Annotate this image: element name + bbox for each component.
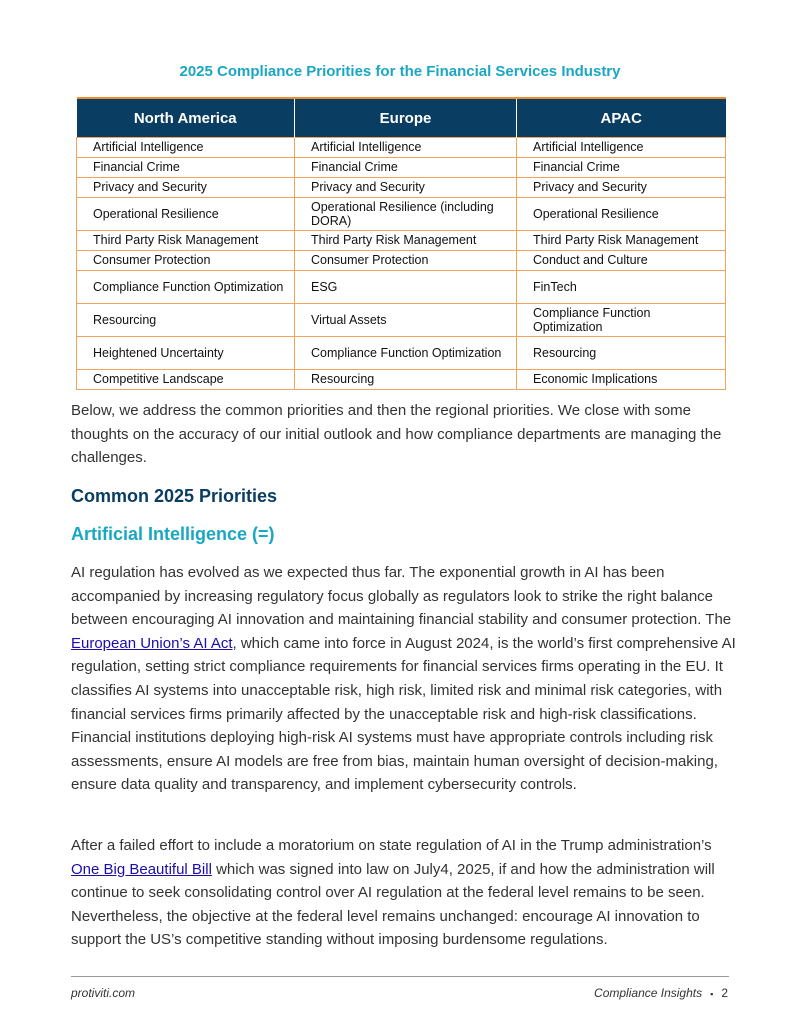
table-row bbox=[77, 251, 726, 271]
table-cell: Financial Crime bbox=[517, 158, 726, 178]
table-cell: Economic Implications bbox=[517, 370, 726, 390]
table-row bbox=[77, 304, 726, 337]
column-header-europe: Europe bbox=[295, 98, 517, 138]
footer-site: protiviti.com bbox=[71, 986, 136, 1000]
table-cell: Artificial Intelligence bbox=[77, 138, 295, 158]
table-cell: Privacy and Security bbox=[77, 178, 295, 198]
table-cell: Artificial Intelligence bbox=[517, 138, 726, 158]
table-row bbox=[77, 231, 726, 251]
footer-publication: Compliance Insights bbox=[594, 986, 703, 1000]
table-cell: Compliance Function Optimization bbox=[517, 304, 726, 337]
table-cell: Operational Resilience (including DORA) bbox=[295, 198, 517, 231]
table-cell: Conduct and Culture bbox=[517, 251, 726, 271]
table-cell: Compliance Function Optimization bbox=[295, 337, 517, 370]
footer-divider bbox=[71, 976, 729, 977]
table-cell: Third Party Risk Management bbox=[77, 231, 295, 251]
ai-regulation-paragraph bbox=[71, 561, 743, 797]
table-row bbox=[77, 138, 726, 158]
table-cell: Compliance Function Optimization bbox=[77, 271, 295, 304]
table-cell: Operational Resilience bbox=[77, 198, 295, 231]
subsection-heading: Artificial Intelligence (=) bbox=[71, 524, 275, 544]
footer-separator-icon: ▪ bbox=[710, 989, 714, 999]
table-cell: Consumer Protection bbox=[295, 251, 517, 271]
section-heading: Common 2025 Priorities bbox=[71, 486, 278, 506]
table-row bbox=[77, 178, 726, 198]
table-cell: Competitive Landscape bbox=[77, 370, 295, 390]
priorities-table bbox=[76, 97, 726, 390]
table-cell: Virtual Assets bbox=[295, 304, 517, 337]
table-cell: Financial Crime bbox=[295, 158, 517, 178]
table-row bbox=[77, 198, 726, 231]
table-row bbox=[77, 370, 726, 390]
one-big-beautiful-bill-link[interactable]: One Big Beautiful Bill bbox=[71, 860, 212, 878]
table-cell: Resourcing bbox=[295, 370, 517, 390]
table-cell: Privacy and Security bbox=[517, 178, 726, 198]
column-header-apac: APAC bbox=[517, 98, 726, 138]
table-cell: Privacy and Security bbox=[295, 178, 517, 198]
table-header-row bbox=[77, 98, 726, 138]
table-cell: FinTech bbox=[517, 271, 726, 304]
paragraph-text: AI regulation has evolved as we expected thus far. The exponential growth in AI has been accompanied by increasing regulatory focus globally as regulators look to strike the right balance between encouraging AI innovation and maintaining financial stability and consumer protection. The bbox=[71, 564, 732, 629]
table-cell: Third Party Risk Management bbox=[517, 231, 726, 251]
federal-ai-paragraph bbox=[71, 834, 743, 952]
table-cell: Artificial Intelligence bbox=[295, 138, 517, 158]
table-row bbox=[77, 337, 726, 370]
eu-ai-act-link[interactable]: European Union’s AI Act bbox=[71, 634, 233, 652]
paragraph-text: After a failed effort to include a moratorium on state regulation of AI in the Trump administration’s bbox=[71, 837, 712, 854]
table-cell: Third Party Risk Management bbox=[295, 231, 517, 251]
table-title: 2025 Compliance Priorities for the Financial Services Industry bbox=[179, 63, 621, 80]
table-cell: Resourcing bbox=[517, 337, 726, 370]
table-row bbox=[77, 158, 726, 178]
table-cell: Operational Resilience bbox=[517, 198, 726, 231]
table-cell: ESG bbox=[295, 271, 517, 304]
column-header-north-america: North America bbox=[77, 98, 295, 138]
table-cell: Heightened Uncertainty bbox=[77, 337, 295, 370]
table-cell: Resourcing bbox=[77, 304, 295, 337]
table-cell: Financial Crime bbox=[77, 158, 295, 178]
table-cell: Consumer Protection bbox=[77, 251, 295, 271]
intro-paragraph: Below, we address the common priorities and then the regional priorities. We close with some thoughts on the accuracy of our initial outlook and how compliance departments are managing the challenges. bbox=[71, 402, 722, 467]
page-number: 2 bbox=[721, 986, 728, 1000]
paragraph-text: , which came into force in August 2024, is the world’s first comprehensive AI regulation, setting strict compliance requirements for financial services firms operating in the EU. It classifies AI systems into unacceptable risk, high risk, limited risk and minimal risk categories, with financial services firms primarily affected by the unacceptable risk and high-risk classifications. Financial institutions deploying high-risk AI systems must have appropriate controls including risk assessments, ensure AI models are free from bias, maintain human oversight of decision-making, ensure data quality and transparency, and implement cybersecurity controls. bbox=[71, 634, 736, 794]
footer-publication-info bbox=[594, 986, 728, 1000]
table-row bbox=[77, 271, 726, 304]
paragraph-text: which was signed into law on July4, 2025, if and how the administration will continue to seek consolidating control over AI regulation at the federal level remains to be seen. Nevertheless, the objective at the federal level remains unchanged: encourage AI innovation to support the US’s competitive standing without imposing burdensome regulations. bbox=[71, 860, 715, 949]
